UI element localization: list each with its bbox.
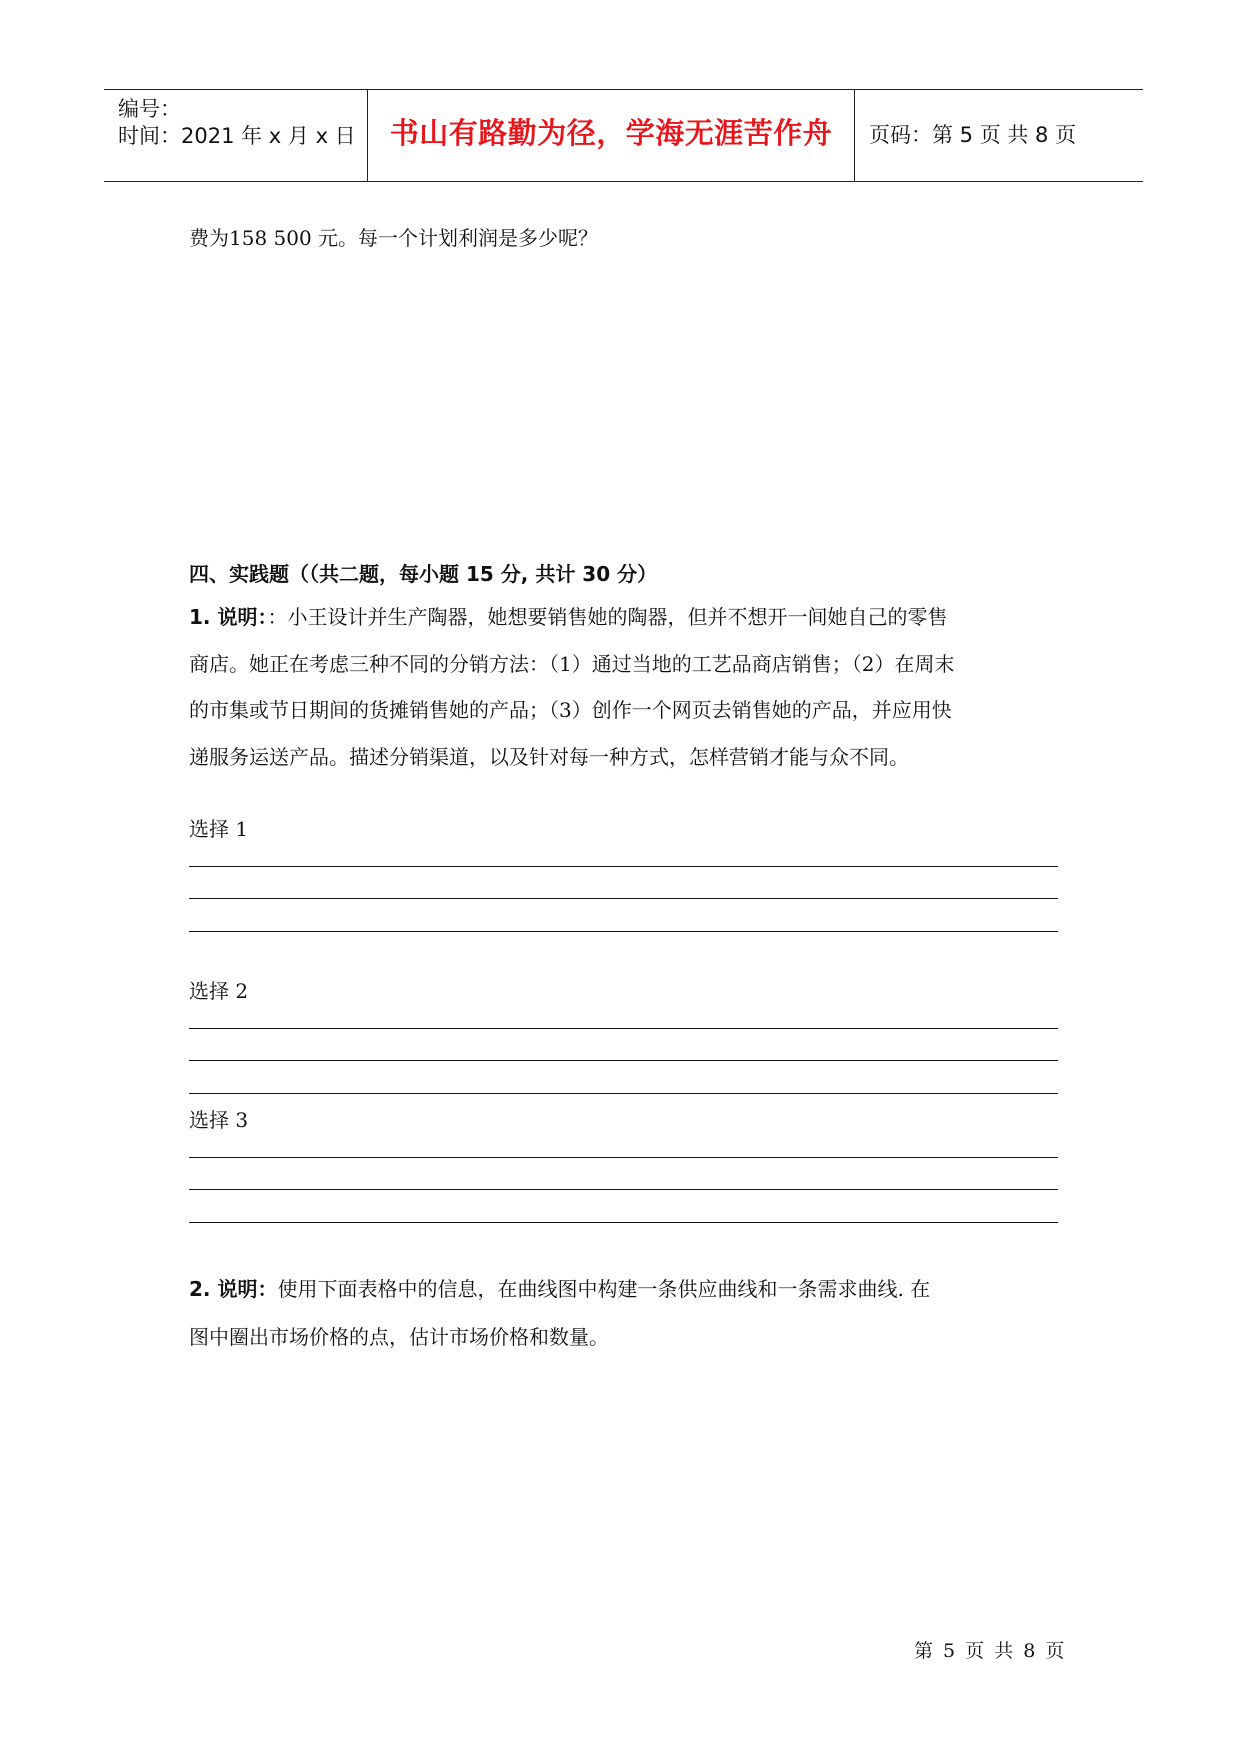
answer-line[interactable]	[189, 866, 1058, 867]
answer-line[interactable]	[189, 898, 1058, 899]
header-meta	[104, 90, 368, 181]
question1-line-3: 的市集或节日期间的货摊销售她的产品；（3）创作一个网页去销售她的产品，并应用快	[189, 698, 952, 722]
answer-line[interactable]	[189, 1093, 1058, 1094]
header-motto-cell	[368, 90, 855, 181]
answer-line[interactable]	[189, 1157, 1058, 1158]
question2-line-2: 图中圈出市场价格的点，估计市场价格和数量。	[189, 1325, 609, 1349]
serial-label: 编号：	[118, 97, 181, 121]
question1-line-4: 递服务运送产品。描述分销渠道，以及针对每一种方式，怎样营销才能与众不同。	[189, 745, 909, 769]
choice-3-label: 选择 3	[189, 1108, 249, 1132]
question1-text-1: ：小王设计并生产陶器，她想要销售她的陶器，但并不想开一间她自己的零售	[267, 605, 948, 629]
answer-line[interactable]	[189, 931, 1058, 932]
time-label: 时间：2021 年 x 月 x 日	[118, 124, 356, 148]
choice-2-label: 选择 2	[189, 979, 249, 1003]
page-header	[104, 89, 1143, 182]
intro-text: 费为158 500 元。每一个计划利润是多少呢？	[189, 226, 599, 250]
question2-line-1	[189, 1273, 930, 1302]
section-title: 四、实践题（（共二题，每小题 15 分, 共计 30 分）	[189, 562, 658, 586]
question1-line-2: 商店。她正在考虑三种不同的分销方法：（1）通过当地的工艺品商店销售；（2）在周末	[189, 652, 955, 676]
question2-text-1: 使用下面表格中的信息，在曲线图中构建一条供应曲线和一条需求曲线. 在	[277, 1277, 931, 1301]
question2-number: 2. 说明：	[189, 1277, 278, 1301]
question1-line-1	[189, 601, 947, 630]
answer-line[interactable]	[189, 1060, 1058, 1061]
header-page-cell	[855, 90, 1143, 181]
answer-line[interactable]	[189, 1222, 1058, 1223]
answer-line[interactable]	[189, 1028, 1058, 1029]
motto-text: 书山有路勤为径，学海无涯苦作舟	[389, 116, 833, 150]
choice-1-label: 选择 1	[189, 817, 249, 841]
page-number-label: 页码：第 5 页 共 8 页	[869, 122, 1077, 147]
answer-line[interactable]	[189, 1189, 1058, 1190]
page-footer: 第 5 页 共 8 页	[914, 1640, 1065, 1662]
question1-number: 1. 说明：	[189, 605, 268, 629]
